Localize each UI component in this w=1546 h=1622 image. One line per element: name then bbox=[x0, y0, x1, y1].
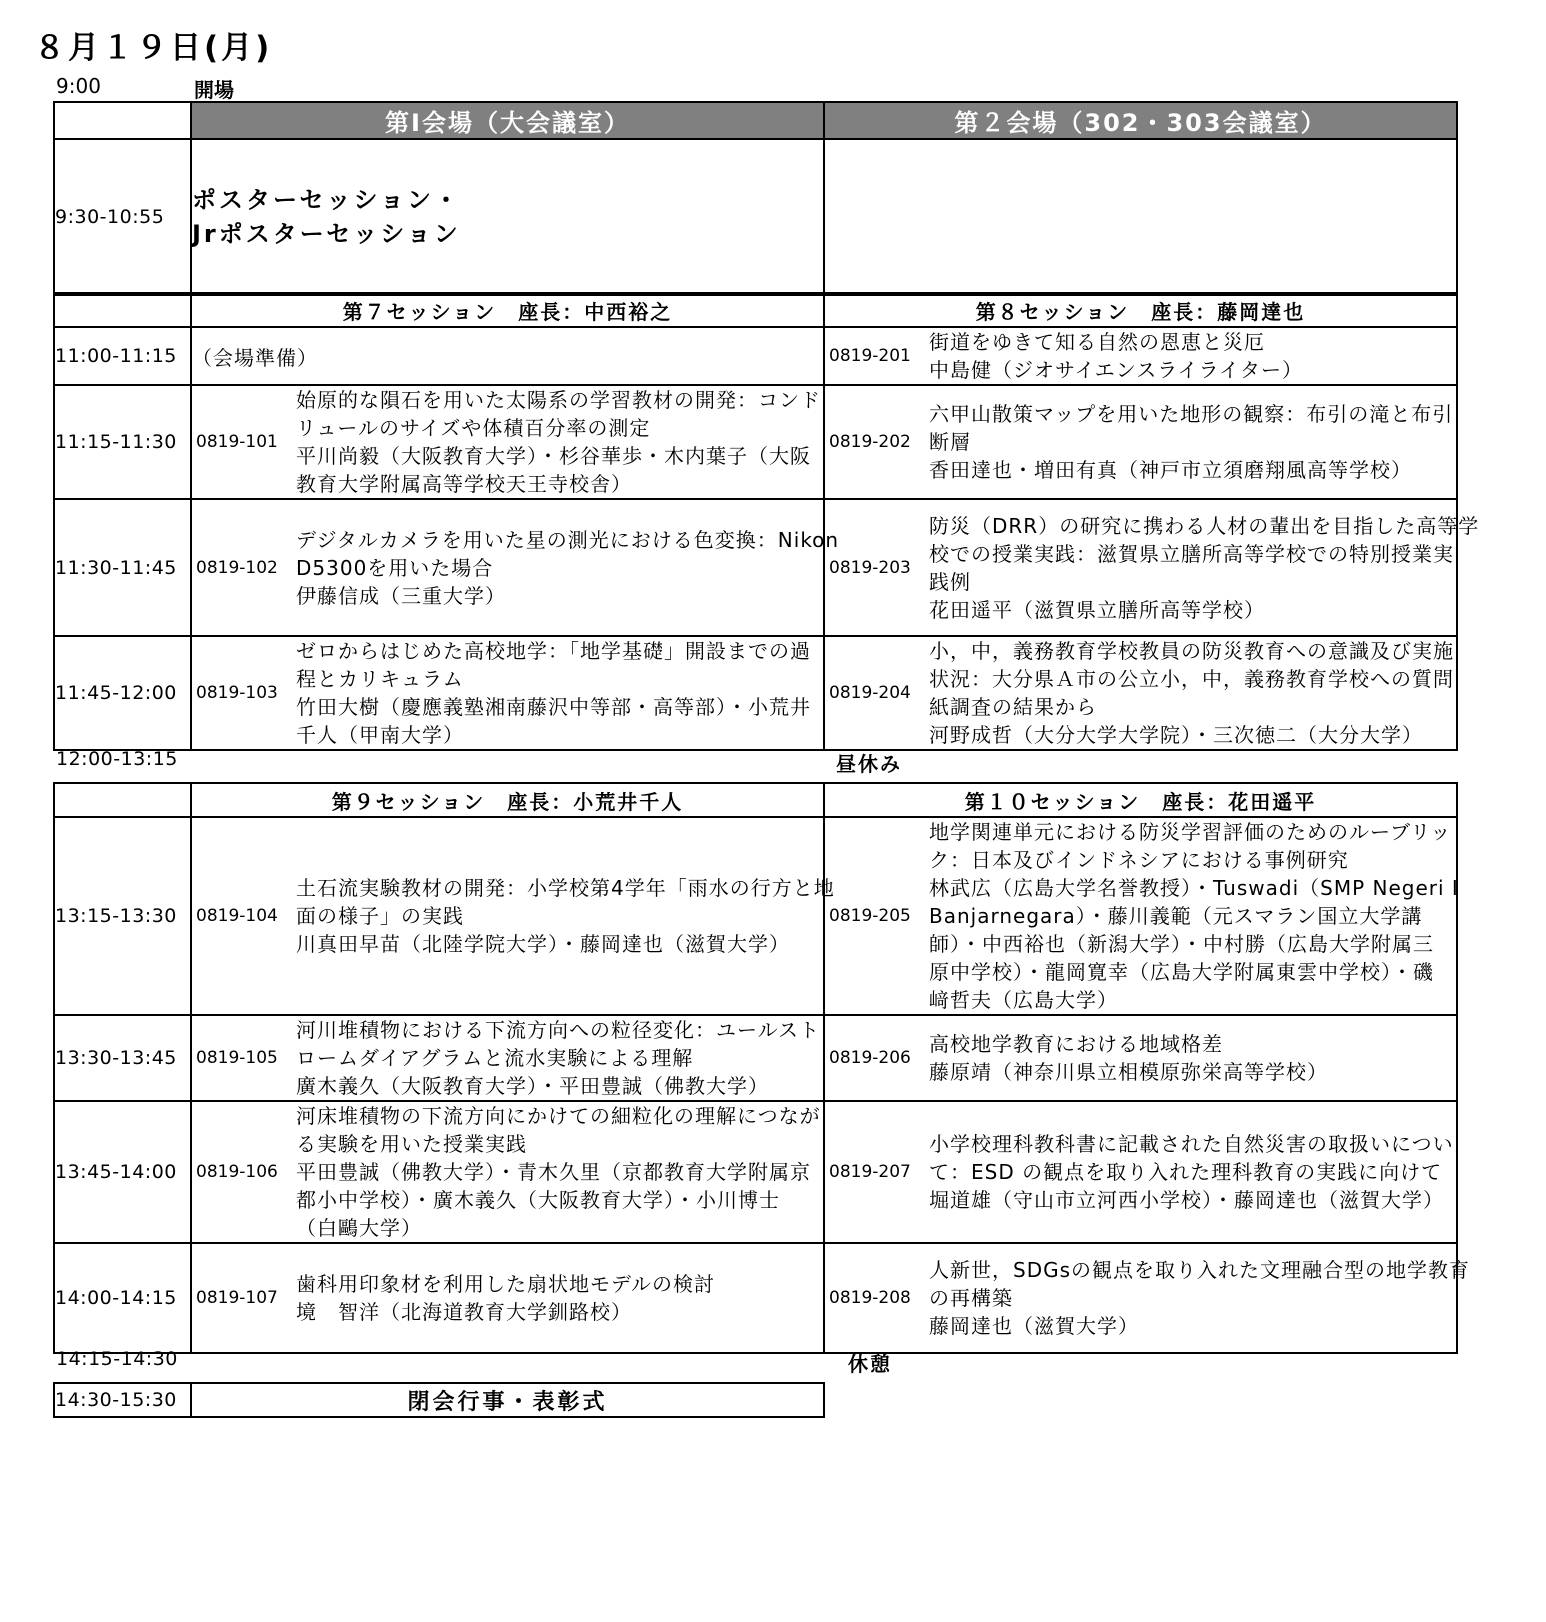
slot-time: 11:45-12:00 bbox=[54, 636, 191, 750]
talk-line: の再構築 bbox=[929, 1286, 1013, 1310]
talk-text bbox=[296, 526, 843, 610]
talk-line: 廣木義久（大阪教育大学）・平田豊誠（佛教大学） bbox=[296, 1074, 769, 1098]
table-row bbox=[54, 385, 1457, 499]
talk-line: 街道をゆきて知る自然の恩恵と災厄 bbox=[929, 330, 1265, 354]
poster-time: 9:30-10:55 bbox=[54, 139, 191, 295]
talk-text bbox=[929, 818, 1463, 1014]
table-row bbox=[54, 636, 1457, 750]
talk-text bbox=[296, 637, 823, 749]
talk-cell bbox=[191, 817, 835, 1015]
talk-line: 小学校理科教科書に記載された自然災害の取扱いについ bbox=[929, 1132, 1454, 1156]
talk-line: 河川堆積物における下流方向への粒径変化：ユールスト bbox=[296, 1018, 820, 1042]
talk-text bbox=[929, 1030, 1456, 1086]
closing-ceremony-label: 閉会行事・表彰式 bbox=[191, 1383, 824, 1417]
header-empty-cell bbox=[54, 102, 191, 139]
talk-line: 平川尚毅（大阪教育大学）・杉谷華歩・木内葉子（大阪 bbox=[296, 444, 811, 468]
talk-text bbox=[929, 400, 1457, 484]
slot-time: 11:30-11:45 bbox=[54, 499, 191, 636]
talk-code: 0819-207 bbox=[829, 1162, 911, 1182]
talk-line: 伊藤信成（三重大学） bbox=[296, 583, 506, 608]
talk-code: 0819-106 bbox=[196, 1162, 278, 1182]
table-row bbox=[54, 327, 1457, 385]
talk-line: 面の様子」の実践 bbox=[296, 904, 464, 928]
talk-line: 状況：大分県Ａ市の公立小，中，義務教育学校への質問 bbox=[929, 667, 1454, 691]
talk-line: 紙調査の結果から bbox=[929, 695, 1097, 719]
talk-code: 0819-205 bbox=[829, 906, 911, 926]
session-empty-cell bbox=[54, 783, 191, 817]
talk-cell bbox=[824, 499, 1480, 636]
slot-time: 13:15-13:30 bbox=[54, 817, 191, 1015]
talk-line: 土石流実験教材の開発：小学校第4学年「雨水の行方と地 bbox=[296, 876, 835, 900]
talk-line: 歯科用印象材を利用した扇状地モデルの検討 bbox=[296, 1272, 715, 1296]
talk-cell bbox=[824, 1243, 1471, 1353]
talk-text bbox=[296, 1102, 825, 1242]
talk-line: 河野成哲（大分大学大学院）・三次徳二（大分大学） bbox=[929, 723, 1423, 747]
talk-line: 始原的な隕石を用いた太陽系の学習教材の開発：コンド bbox=[296, 388, 821, 412]
talk-line: 人新世，SDGsの観点を取り入れた文理融合型の地学教育 bbox=[929, 1258, 1471, 1282]
session7-title: 第７セッション 座長：中西裕之 bbox=[191, 293, 824, 327]
talk-cell bbox=[824, 817, 1457, 1015]
slot-time: 11:15-11:30 bbox=[54, 385, 191, 499]
talk-line: 断層 bbox=[929, 430, 971, 454]
talk-code: 0819-101 bbox=[196, 432, 278, 452]
talk-line: 境 智洋（北海道教育大学釧路校） bbox=[296, 1300, 632, 1324]
talk-line: 花田遥平（滋賀県立膳所高等学校） bbox=[929, 597, 1265, 622]
opening-time: 9:00 bbox=[56, 74, 101, 98]
lunch-time: 12:00-13:15 bbox=[56, 748, 178, 770]
talk-code: 0819-105 bbox=[196, 1048, 278, 1068]
talk-code: 0819-107 bbox=[196, 1288, 278, 1308]
session9-title: 第９セッション 座長：小荒井千人 bbox=[191, 783, 824, 817]
talk-line: デジタルカメラを用いた星の測光における色変換：Nikon bbox=[296, 527, 840, 552]
table-row bbox=[54, 1101, 1457, 1243]
talk-line: 原中学校）・龍岡寛幸（広島大学附属東雲中学校）・磯 bbox=[929, 960, 1434, 984]
poster-line1: ポスターセッション・ bbox=[192, 186, 462, 214]
talk-line: 藤原靖（神奈川県立相模原弥栄高等学校） bbox=[929, 1060, 1328, 1084]
talk-cell bbox=[824, 327, 1457, 385]
poster-session-cell bbox=[191, 139, 824, 295]
session-empty-cell bbox=[54, 293, 191, 327]
slot-time: 13:45-14:00 bbox=[54, 1101, 191, 1243]
talk-line: ロームダイアグラムと流水実験による理解 bbox=[296, 1046, 694, 1070]
talk-cell bbox=[824, 385, 1457, 499]
talk-line: て：ESD の観点を取り入れた理科教育の実践に向けて bbox=[929, 1160, 1443, 1184]
slot-time: 13:30-13:45 bbox=[54, 1015, 191, 1101]
talk-line: 﨑哲夫（広島大学） bbox=[929, 988, 1118, 1012]
talk-line: 六甲山散策マップを用いた地形の観察：布引の滝と布引 bbox=[929, 402, 1454, 426]
talk-code: 0819-203 bbox=[829, 557, 911, 578]
talk-line: 河床堆積物の下流方向にかけての細粒化の理解につなが bbox=[296, 1104, 821, 1128]
talk-cell bbox=[191, 1243, 824, 1353]
talk-line: 防災（DRR）の研究に携わる人材の輩出を目指した高等学 bbox=[929, 513, 1480, 538]
session10-title: 第１０セッション 座長：花田遥平 bbox=[824, 783, 1457, 817]
talk-text bbox=[296, 1270, 823, 1326]
talk-line: （白鷗大学） bbox=[296, 1216, 422, 1240]
session8-title: 第８セッション 座長：藤岡達也 bbox=[824, 293, 1457, 327]
poster-line2: Jrポスターセッション bbox=[192, 220, 461, 248]
talk-line: 小，中，義務教育学校教員の防災教育への意識及び実施 bbox=[929, 639, 1454, 663]
table-row bbox=[54, 499, 1457, 636]
talk-code: 0819-103 bbox=[196, 683, 278, 703]
schedule-table-header bbox=[53, 101, 1458, 296]
talk-line: 践例 bbox=[929, 569, 971, 594]
room2-poster-empty bbox=[824, 139, 1457, 295]
table-row bbox=[54, 817, 1457, 1015]
talk-line: ゼロからはじめた高校地学：「地学基礎」開設までの過 bbox=[296, 639, 811, 663]
talk-line: 中島健（ジオサイエンスライライター） bbox=[929, 358, 1303, 382]
talk-cell bbox=[191, 636, 824, 750]
schedule-table-closing bbox=[53, 1382, 825, 1418]
schedule-table-morning bbox=[53, 292, 1480, 751]
talk-code: 0819-204 bbox=[829, 683, 911, 703]
talk-line: 地学関連単元における防災学習評価のためのルーブリッ bbox=[929, 820, 1452, 844]
talk-code: 0819-102 bbox=[196, 557, 278, 578]
talk-line: Banjarnegara）・藤川義範（元スマラン国立大学講 bbox=[929, 904, 1423, 928]
talk-text bbox=[296, 1016, 824, 1100]
talk-cell bbox=[191, 499, 840, 636]
slot-time: 14:00-14:15 bbox=[54, 1243, 191, 1353]
talk-text bbox=[296, 386, 825, 498]
talk-line: 教育大学附属高等学校天王寺校舎） bbox=[296, 472, 632, 496]
talk-cell bbox=[824, 1101, 1457, 1243]
talk-line: 堀道雄（守山市立河西小学校）・藤岡達也（滋賀大学） bbox=[929, 1188, 1444, 1212]
venue-preparation: （会場準備） bbox=[191, 327, 824, 385]
talk-cell bbox=[824, 636, 1457, 750]
talk-line: 千人（甲南大学） bbox=[296, 723, 464, 747]
talk-line: 高校地学教育における地域格差 bbox=[929, 1032, 1223, 1056]
talk-line: 校での授業実践：滋賀県立膳所高等学校での特別授業実 bbox=[929, 541, 1454, 566]
talk-text bbox=[929, 328, 1456, 384]
talk-line: る実験を用いた授業実践 bbox=[296, 1132, 527, 1156]
talk-line: ク：日本及びインドネシアにおける事例研究 bbox=[929, 848, 1349, 872]
lunch-label: 昼休み bbox=[836, 752, 902, 776]
talk-code: 0819-202 bbox=[829, 432, 911, 452]
slot-time: 11:00-11:15 bbox=[54, 327, 191, 385]
talk-text bbox=[929, 637, 1458, 749]
room2-header: 第２会場（302・303会議室） bbox=[824, 102, 1457, 139]
talk-line: 藤岡達也（滋賀大学） bbox=[929, 1314, 1139, 1338]
talk-cell bbox=[824, 1015, 1457, 1101]
talk-text bbox=[929, 512, 1483, 624]
talk-line: 平田豊誠（佛教大学）・青木久里（京都教育大学附属京 bbox=[296, 1160, 811, 1184]
schedule-table-afternoon bbox=[53, 782, 1471, 1354]
talk-line: 川真田早苗（北陸学院大学）・藤岡達也（滋賀大学） bbox=[296, 932, 790, 956]
talk-line: 師）・中西裕也（新潟大学）・中村勝（広島大学附属三 bbox=[929, 932, 1434, 956]
opening-label: 開場 bbox=[194, 78, 234, 102]
talk-cell bbox=[191, 385, 824, 499]
talk-line: 竹田大樹（慶應義塾湘南藤沢中等部・高等部）・小荒井 bbox=[296, 695, 811, 719]
talk-code: 0819-201 bbox=[829, 346, 911, 366]
room1-header: 第Ⅰ会場（大会議室） bbox=[191, 102, 824, 139]
talk-cell bbox=[191, 1101, 824, 1243]
table-row bbox=[54, 1015, 1457, 1101]
rest-time: 14:15-14:30 bbox=[56, 1348, 178, 1370]
talk-code: 0819-104 bbox=[196, 906, 278, 926]
talk-code: 0819-208 bbox=[829, 1288, 911, 1308]
talk-line: 都小中学校）・廣木義久（大阪教育大学）・小川博士 bbox=[296, 1188, 780, 1212]
page-date-heading: ８月１９日(月) bbox=[34, 30, 273, 66]
talk-text bbox=[929, 1130, 1458, 1214]
talk-line: リュールのサイズや体積百分率の測定 bbox=[296, 416, 651, 440]
table-row bbox=[54, 1243, 1457, 1353]
talk-text bbox=[296, 874, 839, 958]
talk-code: 0819-206 bbox=[829, 1048, 911, 1068]
talk-line: D5300を用いた場合 bbox=[296, 555, 494, 580]
talk-line: 程とカリキュラム bbox=[296, 667, 464, 691]
talk-text bbox=[929, 1256, 1474, 1340]
talk-line: 林武広（広島大学名誉教授）・Tuswadi（SMP Negeri Ⅰ bbox=[929, 876, 1459, 900]
talk-cell bbox=[191, 1015, 824, 1101]
closing-time: 14:30-15:30 bbox=[54, 1383, 191, 1417]
talk-line: 香田達也・増田有真（神戸市立須磨翔風高等学校） bbox=[929, 458, 1412, 482]
rest-label: 休憩 bbox=[848, 1352, 892, 1376]
